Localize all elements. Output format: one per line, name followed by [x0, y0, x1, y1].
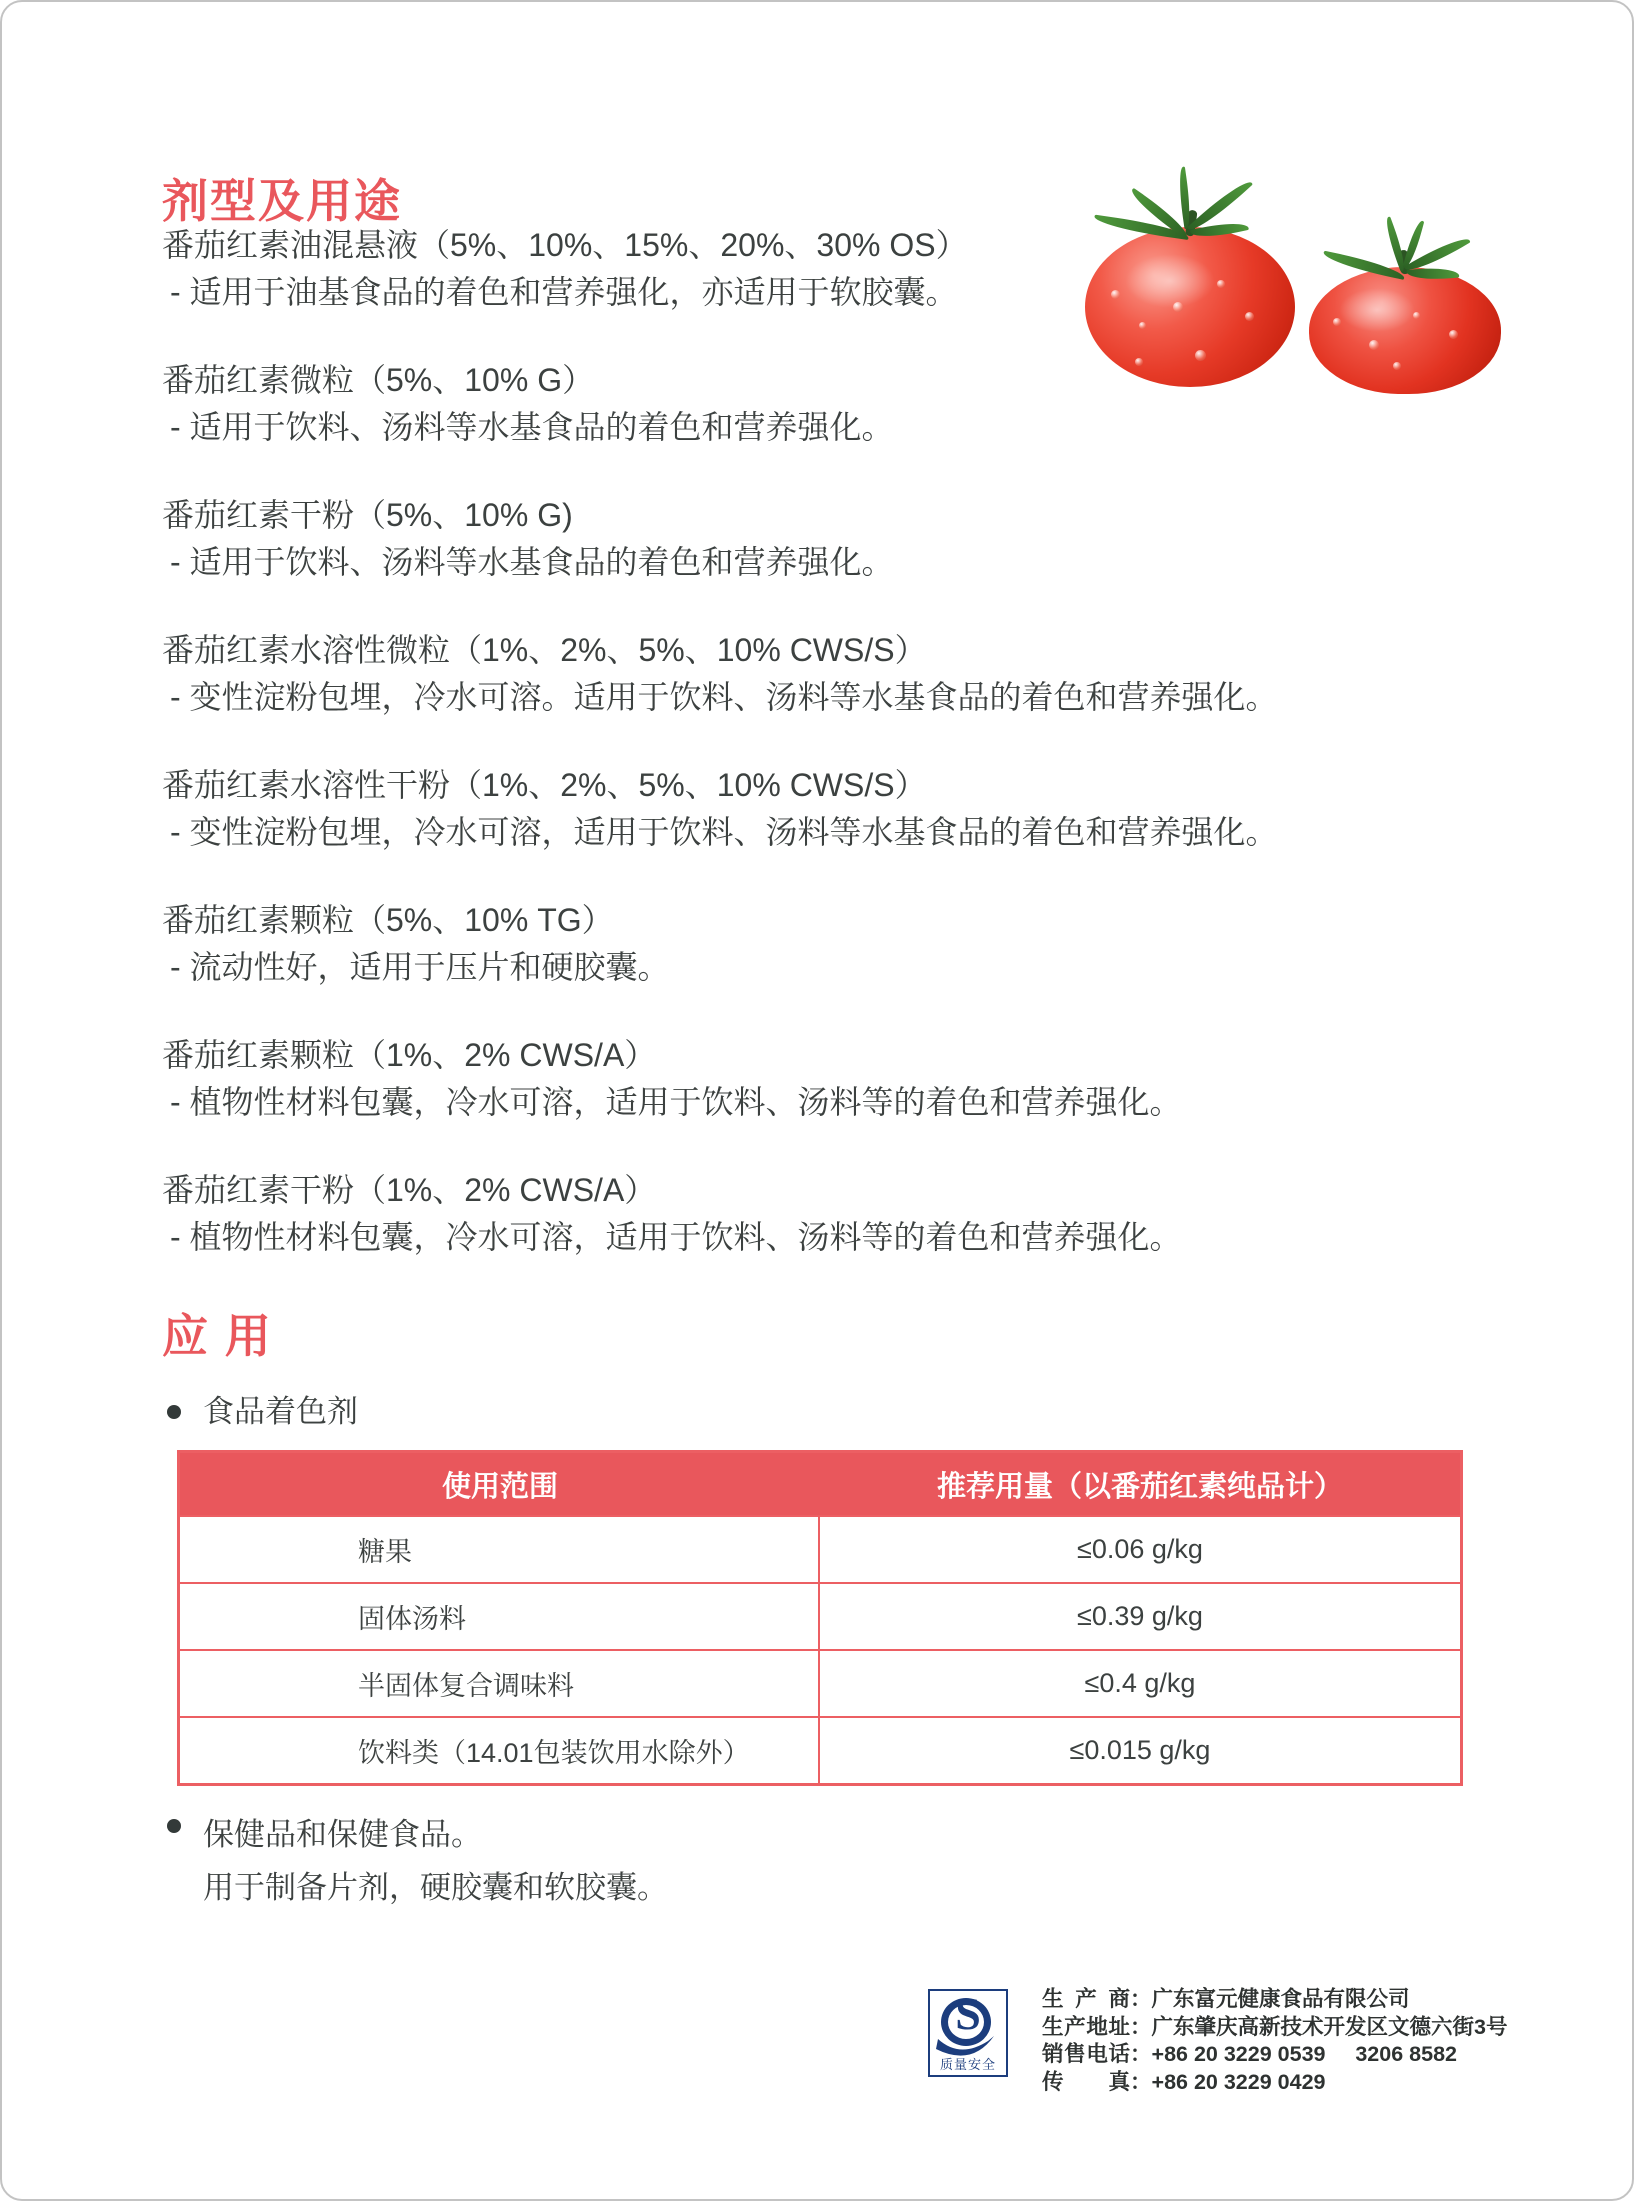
form-item-title: 番茄红素颗粒（5%、10% TG） [162, 902, 614, 938]
col-header-range: 使用范围 [441, 1470, 558, 1503]
cell-range: 饮料类（14.01包装饮用水除外） [180, 1718, 820, 1783]
form-item-desc: - 适用于饮料、汤料等水基食品的着色和营养强化。 [170, 409, 894, 445]
bullet-health-line1: 保健品和保健食品。 [203, 1817, 482, 1852]
info-value: 广东肇庆高新技术开发区文德六街3号 [1151, 2014, 1508, 2039]
form-item [162, 762, 1278, 856]
form-item-desc: - 植物性材料包囊，冷水可溶，适用于饮料、汤料等的着色和营养强化。 [170, 1219, 1182, 1255]
form-item-desc: - 流动性好，适用于压片和硬胶囊。 [170, 949, 670, 985]
info-value: 广东富元健康食品有限公司 [1151, 1987, 1410, 2011]
form-item-desc: - 变性淀粉包埋，冷水可溶，适用于饮料、汤料等水基食品的着色和营养强化。 [170, 814, 1278, 850]
info-label: 销售电话 [1042, 2042, 1130, 2066]
form-item [162, 492, 1262, 586]
water-droplet [1449, 330, 1458, 339]
tomato-highlight [1339, 288, 1415, 332]
form-item-title: 番茄红素油混悬液（5%、10%、15%、20%、30% OS） [162, 227, 968, 263]
info-label: 生产地址 [1042, 2014, 1130, 2039]
manufacturer-line [1042, 2014, 1507, 2042]
bullet-icon [167, 1819, 181, 1833]
cell-range: 糖果 [180, 1517, 820, 1582]
water-droplet [1413, 312, 1420, 319]
form-item-title: 番茄红素微粒（5%、10% G） [162, 362, 595, 398]
table-row [180, 1649, 1460, 1716]
manufacturer-line [1042, 2041, 1507, 2069]
table-row [180, 1582, 1460, 1649]
cell-dosage: ≤0.06 g/kg [1077, 1534, 1203, 1564]
info-label: 生产商 [1042, 1987, 1130, 2011]
form-item [162, 897, 1262, 991]
colon: ： [1130, 1987, 1152, 2011]
info-value: +86 20 3229 0429 [1151, 2069, 1326, 2094]
form-item-title: 番茄红素颗粒（1%、2% CWS/A） [162, 1037, 657, 1073]
form-item-title: 番茄红素水溶性微粒（1%、2%、5%、10% CWS/S） [162, 632, 927, 668]
form-item-desc: - 适用于饮料、汤料等水基食品的着色和营养强化。 [170, 544, 894, 580]
col-header-dosage: 推荐用量（以番茄红素纯品计） [936, 1470, 1343, 1503]
water-droplet [1393, 362, 1401, 370]
form-item [162, 357, 1262, 451]
form-item [162, 627, 1278, 721]
qs-caption: 质量安全 [939, 2057, 996, 2072]
usage-table-header [180, 1453, 1460, 1515]
cell-range: 半固体复合调味料 [180, 1651, 820, 1716]
section-heading-application: 应 用 [162, 1310, 273, 1362]
manufacturer-line [1042, 2069, 1507, 2097]
colon: ： [1130, 2014, 1152, 2039]
bullet-health-line2: 用于制备片剂，硬胶囊和软胶囊。 [203, 1870, 668, 1905]
qs-mark-letter: S [955, 1988, 981, 2039]
colon: ： [1130, 2042, 1152, 2066]
form-item-desc: - 适用于油基食品的着色和营养强化，亦适用于软胶囊。 [170, 274, 958, 310]
form-item [162, 1032, 1262, 1126]
manufacturer-info [1042, 1986, 1507, 2096]
form-item-title: 番茄红素干粉（5%、10% G) [162, 497, 573, 533]
water-droplet [1333, 318, 1341, 326]
bullet-health-products [167, 1808, 668, 1914]
colon: ： [1130, 2069, 1152, 2094]
bullet-icon [167, 1405, 181, 1419]
form-item-title: 番茄红素干粉（1%、2% CWS/A） [162, 1172, 657, 1208]
info-label: 传真 [1042, 2069, 1130, 2094]
bullet-label: 食品着色剂 [203, 1394, 358, 1429]
cell-dosage: ≤0.015 g/kg [1069, 1735, 1211, 1765]
form-item-desc: - 植物性材料包囊，冷水可溶，适用于饮料、汤料等的着色和营养强化。 [170, 1084, 1182, 1120]
usage-table [177, 1450, 1463, 1786]
bullet-label [203, 1808, 668, 1914]
bullet-food-colorant [167, 1394, 358, 1430]
qs-quality-safety-logo [928, 1989, 1008, 2077]
info-value: +86 20 3229 0539 3206 8582 [1151, 2042, 1457, 2066]
cell-dosage: ≤0.39 g/kg [1077, 1601, 1203, 1631]
tomato-right [1309, 267, 1501, 394]
table-row [180, 1716, 1460, 1783]
section-heading-forms: 剂型及用途 [162, 175, 402, 227]
table-row [180, 1515, 1460, 1582]
water-droplet [1139, 322, 1146, 329]
manufacturer-line [1042, 1986, 1507, 2014]
cell-dosage: ≤0.4 g/kg [1084, 1668, 1196, 1698]
water-droplet [1369, 340, 1379, 350]
cell-range: 固体汤料 [180, 1584, 820, 1649]
form-item-desc: - 变性淀粉包埋，冷水可溶。适用于饮料、汤料等水基食品的着色和营养强化。 [170, 679, 1278, 715]
form-item [162, 222, 1262, 316]
form-item [162, 1167, 1262, 1261]
form-item-title: 番茄红素水溶性干粉（1%、2%、5%、10% CWS/S） [162, 767, 927, 803]
